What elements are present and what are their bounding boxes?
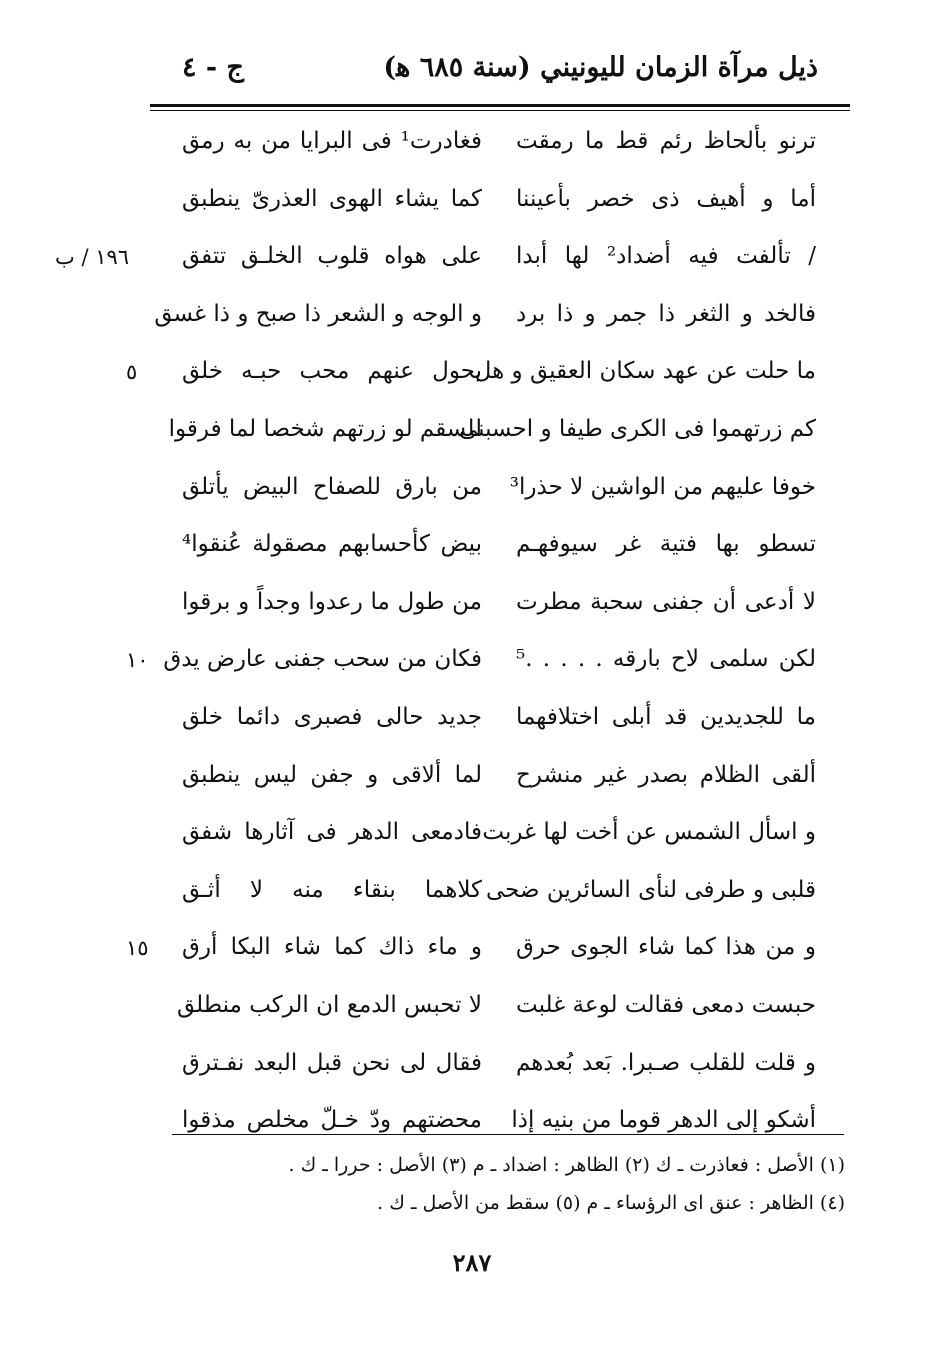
second-hemistich: للسقم لو زرتهم شخصا لما فرقوا	[168, 415, 482, 442]
second-hemistich: لما ألاقى و جفن ليس ينطبق	[182, 761, 482, 788]
verse-line	[0, 291, 944, 349]
first-hemistich: ما حلت عن عهد سكان العقيق و هل	[474, 358, 816, 385]
second-hemistich: محضتهم ودّ خـلّ مخلص مذقوا	[182, 1107, 482, 1134]
verse-line	[0, 118, 944, 176]
verse-line	[0, 176, 944, 234]
line-number: ١٠	[126, 648, 149, 673]
running-title: ذيل مرآة الزمان لليونيني (سنة ٦٨٥ ﻫ)	[383, 52, 818, 83]
second-hemistich: فغادرت¹ فى البرايا من به رمق	[182, 128, 482, 154]
first-hemistich: كم زرتهموا فى الكرى طيفا و احسبنى	[458, 415, 816, 442]
verse-line	[0, 752, 944, 810]
verse-line	[0, 809, 944, 867]
first-hemistich: ترنو بألحاظ رئم قط ما رمقت	[516, 128, 816, 154]
second-hemistich: و الوجه و الشعر ذا صبح و ذا غسق	[154, 300, 482, 327]
verse-line	[0, 348, 944, 406]
second-hemistich: فادمعى الدهر فى آثارها شفق	[182, 819, 482, 846]
footnote-line: (٤) الظاهر : عنق اى الرؤساء ـ م (٥) سقط من الأصل ـ ك .	[377, 1192, 845, 1214]
verse-line	[0, 982, 944, 1040]
poem-body	[0, 118, 944, 1155]
verse-line	[0, 464, 944, 522]
second-hemistich: من طول ما رعدوا وجداً و برقوا	[182, 588, 482, 615]
second-hemistich: لا تحبس الدمع ان الركب منطلق	[176, 991, 482, 1018]
second-hemistich: كلاهما بنقاء منه لا أثـق	[182, 876, 482, 903]
footnotes	[150, 1146, 845, 1222]
line-number: ٥	[126, 360, 138, 385]
volume-label: ج - ٤	[182, 52, 244, 83]
footnote-line: (١) الأصل : فعاذرت ـ ك (٢) الظاهر : اضداد ـ م (٣) الأصل : حررا ـ ك .	[288, 1154, 845, 1176]
verse-line	[0, 636, 944, 694]
verse-line	[0, 406, 944, 464]
page-header	[150, 52, 850, 100]
first-hemistich: لا أدعى أن جفنى سحبة مطرت	[516, 588, 816, 615]
verse-line	[0, 579, 944, 637]
second-hemistich: فقال لى نحن قبل البعد نفـترق	[182, 1049, 482, 1076]
verse-line	[0, 924, 944, 982]
first-hemistich: تسطو بها فتية غر سيوفهـم	[516, 531, 816, 558]
first-hemistich: لكن سلمى لاح بارقه . . . . .⁵	[516, 646, 816, 673]
first-hemistich: و من هذا كما شاء الجوى حرق	[516, 934, 816, 961]
verse-line	[0, 233, 944, 291]
first-hemistich: و اسأل الشمس عن أخت لها غربت	[482, 819, 816, 846]
second-hemistich: بيض كأحسابهم مصقولة عُنقوا⁴	[182, 531, 482, 558]
first-hemistich: أما و أهيف ذى خصر بأعيننا	[516, 185, 816, 212]
footnote-divider	[172, 1134, 844, 1135]
verse-line	[0, 867, 944, 925]
second-hemistich: على هواه قلوب الخلـق تتفق	[182, 243, 482, 270]
first-hemistich: خوفا عليهم من الواشين لا حذرا³	[509, 473, 816, 500]
second-hemistich: و ماء ذاك كما شاء البكا أرق	[182, 934, 482, 961]
line-number: ١٥	[126, 936, 149, 961]
second-hemistich: من بارق للصفاح البيض يأتلق	[182, 473, 482, 500]
folio-marker: ١٩٦ / ب	[55, 245, 130, 270]
first-hemistich: فالخد و الثغر ذا جمر و ذا برد	[516, 300, 816, 327]
second-hemistich: كما يشاء الهوى العذرىّ ينطبق	[182, 185, 482, 212]
verse-line	[0, 694, 944, 752]
verse-line	[0, 1040, 944, 1098]
first-hemistich: قلبى و طرفى لنأى السائرين ضحى	[486, 876, 816, 903]
second-hemistich: فكان من سحب جفنى عارض يدق	[163, 646, 482, 673]
first-hemistich: ما للجديدين قد أبلى اختلافهما	[516, 703, 816, 730]
page-number: ٢٨٧	[452, 1248, 492, 1277]
first-hemistich: أشكو إلى الدهر قوما من بنيه إذا	[511, 1107, 816, 1134]
second-hemistich: يحول عنهم محب حبـه خلق	[182, 358, 482, 385]
second-hemistich: جديد حالى فصبرى دائما خلق	[182, 703, 482, 730]
header-rule-thin	[150, 110, 850, 111]
first-hemistich: حبست دمعى فقالت لوعة غلبت	[516, 991, 816, 1018]
first-hemistich: و قلت للقلب صـبرا. بَعد بُعدهم	[516, 1049, 816, 1076]
header-rule-thick	[150, 104, 850, 107]
first-hemistich: ألقى الظلام بصدر غير منشرح	[516, 761, 816, 788]
first-hemistich: / تألفت فيه أضداد² لها أبدا	[516, 243, 816, 270]
verse-line	[0, 521, 944, 579]
